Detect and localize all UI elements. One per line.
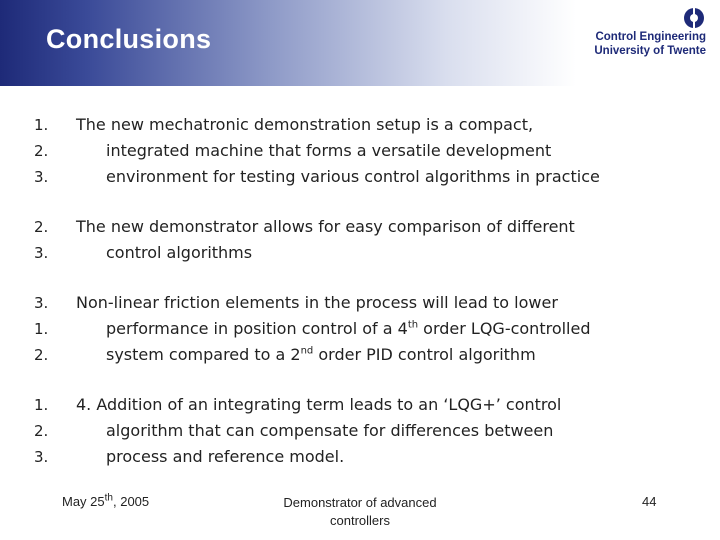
item-number: 3. bbox=[34, 168, 49, 186]
footer-title-line-2: controllers bbox=[330, 513, 390, 528]
item-number: 3. bbox=[34, 294, 49, 312]
header-banner bbox=[0, 0, 720, 86]
item-text: The new mechatronic demonstration setup is a compact, bbox=[76, 115, 534, 134]
item-number: 1. bbox=[34, 320, 49, 338]
item-number: 2. bbox=[34, 422, 49, 440]
item-text: Non-linear friction elements in the process will lead to lower bbox=[76, 293, 558, 312]
item-number: 3. bbox=[34, 448, 49, 466]
item-number: 2. bbox=[34, 218, 49, 236]
list-item bbox=[0, 112, 720, 190]
item-text: control algorithms bbox=[106, 243, 253, 262]
university-logo-icon bbox=[682, 6, 706, 30]
list-item bbox=[0, 290, 720, 368]
item-number: 1. bbox=[34, 116, 49, 134]
conclusion-list bbox=[0, 112, 720, 470]
item-number: 2. bbox=[34, 346, 49, 364]
item-text: environment for testing various control algorithms in practice bbox=[106, 167, 600, 186]
item-text: The new demonstrator allows for easy comparison of different bbox=[76, 217, 575, 236]
footer-title-line-1: Demonstrator of advanced bbox=[283, 495, 437, 510]
item-number: 2. bbox=[34, 142, 49, 160]
item-text: 4. Addition of an integrating term leads to an ‘LQG+’ control bbox=[76, 395, 562, 414]
university-logo-text bbox=[594, 30, 706, 58]
item-text-sup: performance in position control of a 4th order LQG-controlled bbox=[106, 319, 591, 338]
list-item bbox=[0, 392, 720, 470]
item-text: process and reference model. bbox=[106, 447, 345, 466]
footer-date: May 25th, 2005 bbox=[62, 492, 150, 509]
item-number: 1. bbox=[34, 396, 49, 414]
slide-title: Conclusions bbox=[46, 24, 212, 54]
logo-line-2: University of Twente bbox=[594, 45, 706, 57]
item-number: 3. bbox=[34, 244, 49, 262]
list-item bbox=[0, 214, 720, 266]
item-text: algorithm that can compensate for differences between bbox=[106, 421, 554, 440]
footer-title bbox=[260, 494, 460, 530]
item-text-sup: system compared to a 2nd order PID control algorithm bbox=[106, 345, 536, 364]
logo-line-1: Control Engineering bbox=[595, 31, 706, 43]
page-number: 44 bbox=[642, 494, 657, 509]
item-text: integrated machine that forms a versatile development bbox=[106, 141, 552, 160]
